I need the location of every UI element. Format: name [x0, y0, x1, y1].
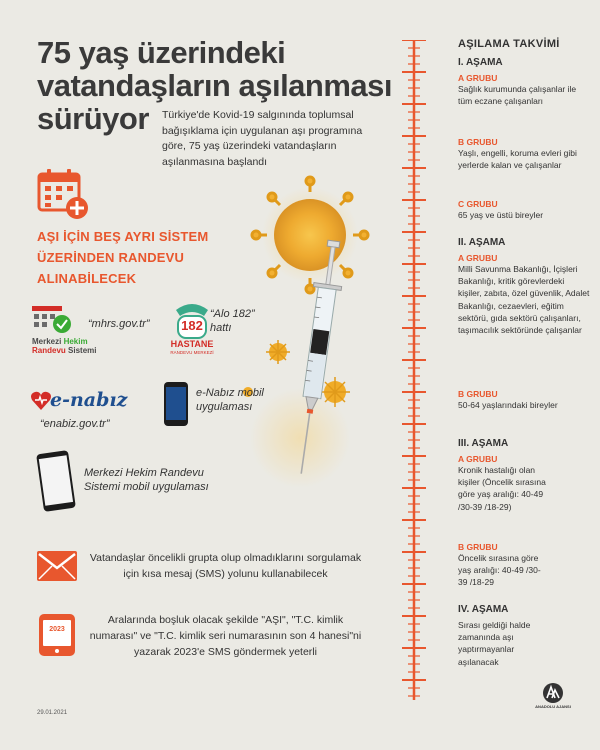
publish-date: 29.01.2021 — [37, 710, 68, 716]
timeline-ruler — [400, 40, 428, 700]
intro-text: Türkiye'de Kovid-19 salgınında toplumsal bağışıklama için uygulanan aşı programına göre, 75 yaş üzerindeki vatandaşların aşılanmasına başlandı — [162, 109, 363, 168]
heart-icon — [30, 390, 52, 412]
stage-3-group-a: A GRUBU — [458, 454, 498, 464]
mhrs-logo-text: Sistemi — [65, 346, 97, 355]
stage-1-group-c: C GRUBU — [458, 199, 498, 209]
mhrs-app-label: Merkezi Hekim Randevu Sistemi mobil uygulaması — [84, 467, 209, 493]
stage-1-group-a: A GRUBU — [458, 73, 498, 83]
appointment-headline: AŞI İÇİN BEŞ AYRI SİSTEM ÜZERİNDEN RANDEVU ALINABİLECEK — [37, 229, 209, 286]
stage-2-title: II. AŞAMA — [458, 237, 506, 248]
enabiz-web-label: “enabiz.gov.tr” — [40, 418, 110, 430]
stage-3-group-b-desc: Öncelik sırasına göre yaş aralığı: 40-49 /30-39 /18-29 — [458, 553, 541, 588]
phone-sms-icon — [37, 614, 77, 656]
vaccine-syringe-illustration — [240, 170, 400, 510]
stage-1-group-b: B GRUBU — [458, 137, 498, 147]
mhrs-logo-text: Randevu — [32, 346, 66, 355]
mhrs-grid-icon — [32, 306, 72, 336]
coronavirus-illustration — [252, 177, 368, 293]
stage-3-group-a-desc: Kronik hastalığı olan kişiler (Öncelik sırasına göre yaş aralığı: 40-49 /30-39 /18-29) — [458, 465, 546, 512]
alo182-logo-text: HASTANE — [170, 339, 214, 349]
sms-send-instructions: Aralarında boşluk olacak şekilde "AŞI", "T.C. kimlik numarası" ve "T.C. kimlik seri numarasının son 4 hanesi"ni yazarak 2023'e SMS göndermek yeterli — [89, 614, 362, 658]
mhrs-logo — [32, 306, 122, 356]
stage-3-group-b: B GRUBU — [458, 542, 498, 552]
envelope-icon — [37, 551, 77, 581]
calendar-plus-icon — [37, 168, 89, 220]
stage-1-group-b-desc: Yaşlı, engelli, koruma evleri gibi yerlerde kalan ve çalışanlar — [458, 148, 577, 171]
mhrs-logo-text: Merkezi — [32, 337, 64, 346]
stage-2-group-a: A GRUBU — [458, 253, 498, 263]
alo182-logo-subtext: RANDEVU MERKEZİ — [170, 350, 214, 355]
stage-4-title: IV. AŞAMA — [458, 604, 509, 615]
mhrs-app-phone-icon — [36, 450, 76, 512]
stage-4-desc: Sırası geldiği halde zamanında aşı yaptırmayanlar aşılanacak — [458, 620, 531, 667]
agency-name: ANADOLU AJANSI — [535, 704, 571, 709]
enabiz-logo-text: e-nabız — [50, 389, 128, 411]
stage-1-title: I. AŞAMA — [458, 57, 503, 68]
mhrs-web-label: “mhrs.gov.tr” — [88, 318, 150, 330]
enabiz-app-label: e-Nabız mobil uygulaması — [196, 387, 264, 413]
sms-query-info: Vatandaşlar öncelikli grupta olup olmadıklarını sorgulamak için kısa mesaj (SMS) yolunu kullanabilecek — [89, 552, 362, 580]
schedule-title: AŞILAMA TAKVİMİ — [458, 38, 560, 50]
alo182-label: “Alo 182” hattı — [210, 308, 255, 334]
alo182-badge: 182 — [181, 318, 203, 333]
enabiz-logo — [30, 388, 140, 414]
stage-1-group-a-desc: Sağlık kurumunda çalışanlar ile tüm eczane çalışanları — [458, 84, 577, 107]
enabiz-app-phone-icon — [164, 382, 188, 426]
anadolu-agency-logo — [536, 682, 570, 722]
phone-sms-shape — [37, 614, 77, 656]
stage-2-group-a-desc: Milli Savunma Bakanlığı, İçişleri Bakanlığı, kritik görevlerdeki kişiler, zabıta, özel güvenlik, Adalet Bakanlığı, cezaevleri, eğitim sektörü, gıda sektörü çalışanları, taşımacılık sektöründe çalışanlar — [458, 264, 590, 336]
stage-2-group-b-desc: 50-64 yaşlarındaki bireyler — [458, 400, 558, 410]
stage-1-group-c-desc: 65 yaş ve üstü bireyler — [458, 210, 544, 220]
aa-logo-mark — [542, 682, 564, 704]
mhrs-logo-text: Hekim — [63, 337, 88, 346]
schedule-header — [458, 38, 598, 50]
sms-number: 2023 — [49, 626, 65, 633]
stage-2-group-b: B GRUBU — [458, 389, 498, 399]
stage-3-title: III. AŞAMA — [458, 438, 509, 449]
page-title: 75 yaş üzerindeki vatandaşların aşılanması sürüyor — [37, 35, 393, 136]
